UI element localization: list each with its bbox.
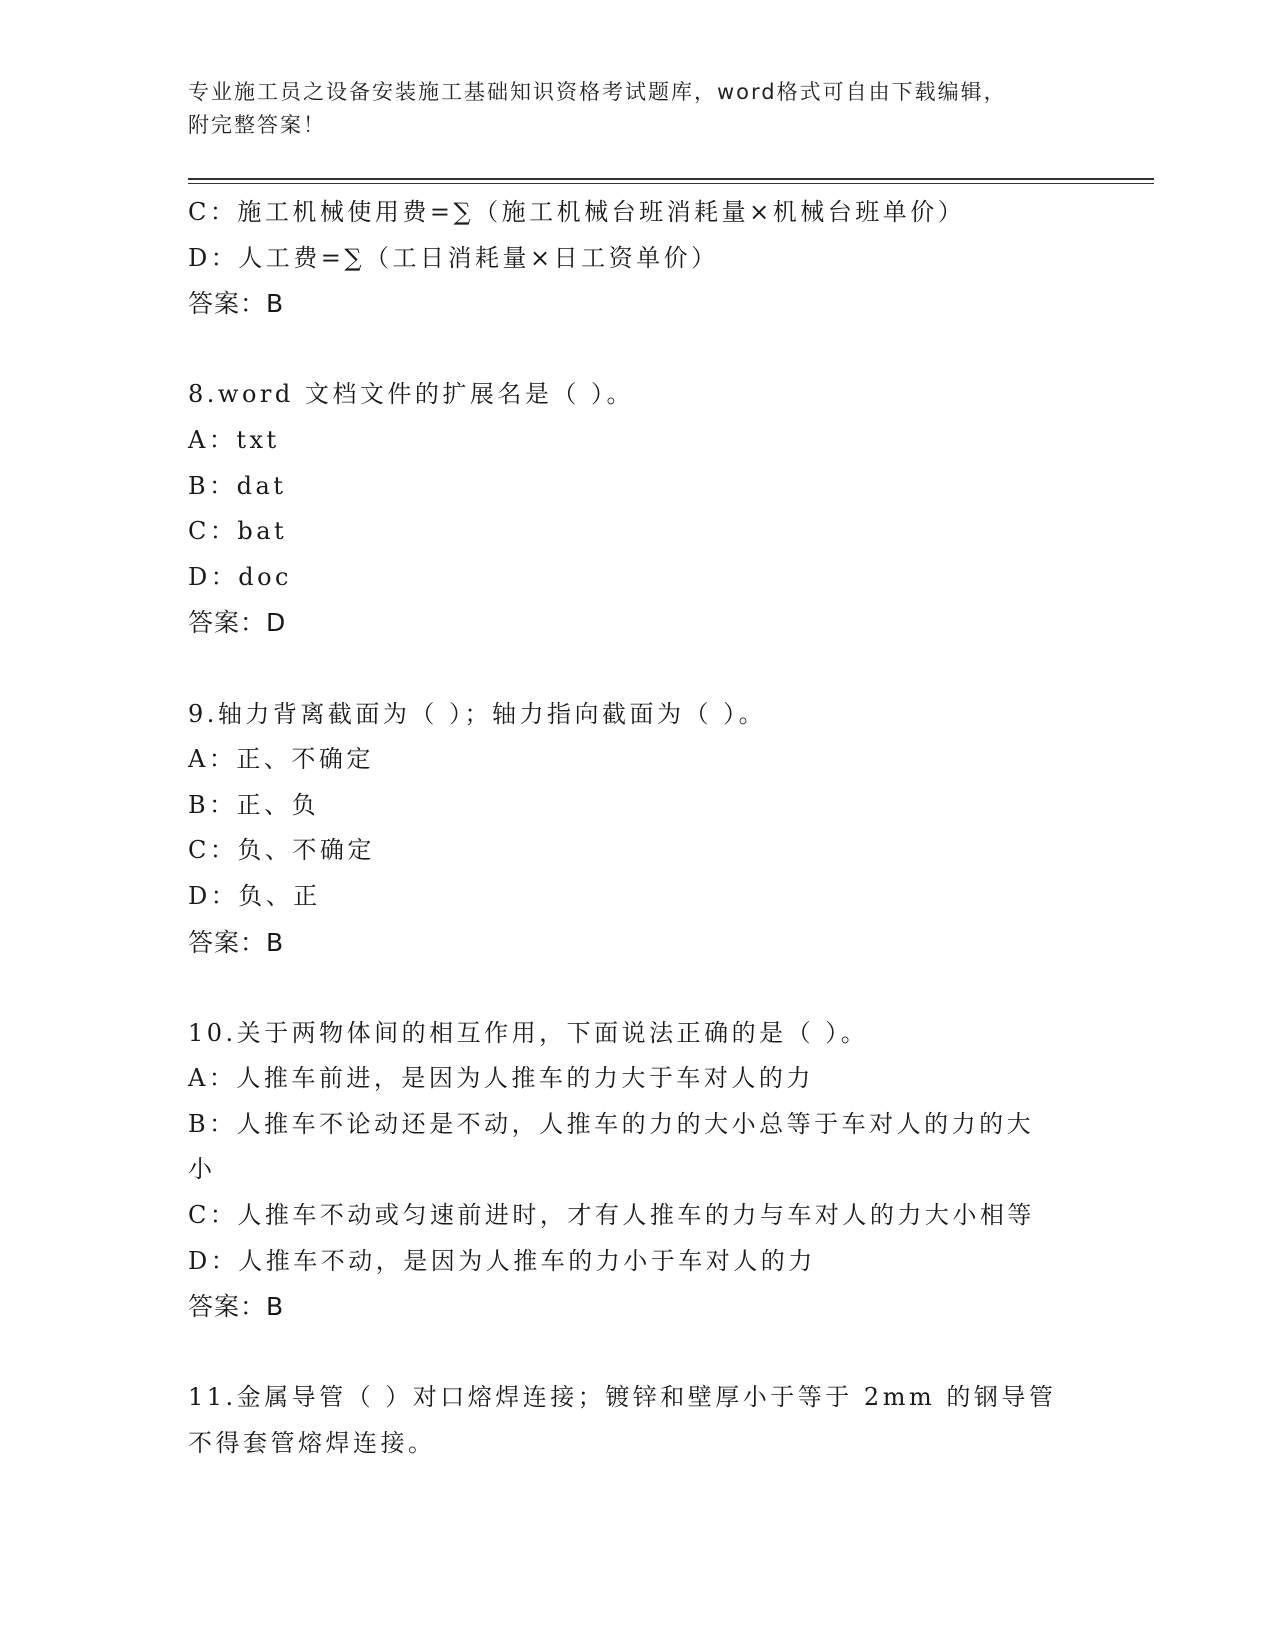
question-stem: 8.word 文档文件的扩展名是（ ）。 xyxy=(188,380,634,409)
option-b: B：正、负 xyxy=(188,790,320,819)
spacer xyxy=(188,965,1088,1011)
spacer xyxy=(188,1330,1088,1376)
spacer xyxy=(188,646,1088,692)
question-block-10 xyxy=(188,1011,1088,1330)
spacer xyxy=(188,327,1088,373)
option-c: C：人推车不动或匀速前进时，才有人推车的力与车对人的力大小相等 xyxy=(188,1201,1035,1230)
question-list xyxy=(188,190,1088,1467)
question-stem: 10.关于两物体间的相互作用，下面说法正确的是（ ）。 xyxy=(188,1018,869,1047)
answer-line: 答案：B xyxy=(188,289,285,319)
option-b: B：人推车不论动还是不动，人推车的力的大小总等于车对人的力的大 xyxy=(188,1109,1035,1138)
answer-line: 答案：B xyxy=(188,1292,285,1322)
option-b-continued: 小 xyxy=(188,1155,216,1184)
option-a: A：正、不确定 xyxy=(188,745,374,774)
header-divider-thick xyxy=(188,178,1154,180)
answer-line: 答案：B xyxy=(188,927,285,957)
answer-line: 答案：D xyxy=(188,608,287,638)
question-stem: 9.轴力背离截面为（ ）；轴力指向截面为（ ）。 xyxy=(188,699,767,728)
question-block-11 xyxy=(188,1375,1088,1466)
header-line-1: 专业施工员之设备安装施工基础知识资格考试题库，word格式可自由下载编辑， xyxy=(188,80,1007,104)
option-b: B：dat xyxy=(188,471,287,500)
question-stem: 11.金属导管（ ）对口熔焊连接；镀锌和壁厚小于等于 2mm 的钢导管 xyxy=(188,1383,1057,1412)
option-c: C：施工机械使用费=∑（施工机械台班消耗量×机械台班单价） xyxy=(188,198,966,226)
option-c: C：负、不确定 xyxy=(188,836,375,865)
question-stem-continued: 不得套管熔焊连接。 xyxy=(188,1429,436,1458)
header-line-2: 附完整答案！ xyxy=(188,113,326,137)
option-c: C：bat xyxy=(188,517,288,546)
option-d: D：负、正 xyxy=(188,881,321,910)
question-block-prev xyxy=(188,190,1088,327)
header-divider-thin xyxy=(188,183,1154,184)
option-a: A：txt xyxy=(188,425,280,454)
page-header xyxy=(188,76,1068,142)
question-block-8 xyxy=(188,372,1088,646)
question-block-9 xyxy=(188,692,1088,966)
option-a: A：人推车前进，是因为人推车的力大于车对人的力 xyxy=(188,1064,814,1093)
option-d: D：人工费=∑（工日消耗量×日工资单价） xyxy=(188,243,719,272)
option-d: D：人推车不动，是因为人推车的力小于车对人的力 xyxy=(188,1246,816,1275)
option-d: D：doc xyxy=(188,562,292,591)
